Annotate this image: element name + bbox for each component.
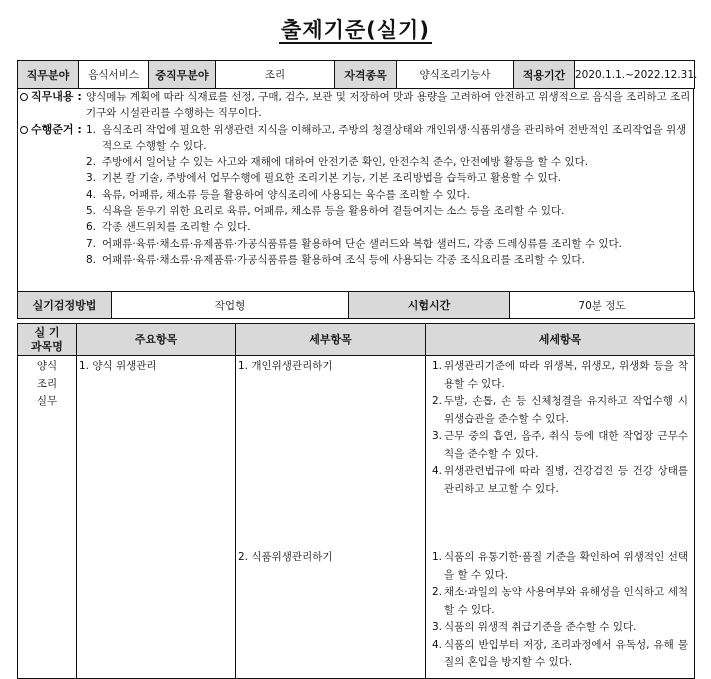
detail-item: 2. 두발, 손톱, 손 등 신체청결을 유지하고 작업수행 시 위생습관을 준수할 수 있다. — [431, 395, 688, 425]
exam-method-value: 작업형 — [112, 292, 349, 319]
criteria-item: 2. 주방에서 일어날 수 있는 사고와 재해에 대하여 안전기준 확인, 안전수칙 준수, 안전예방 활동을 할 수 있다. — [86, 156, 589, 169]
circle-bullet-icon — [20, 126, 28, 134]
circle-bullet-icon — [20, 93, 28, 101]
info-table — [17, 60, 698, 89]
criteria-item: 5. 식욕을 돋우기 위한 요리로 육류, 어패류, 채소류 등을 활용하여 곁들여지는 소스 등을 조리할 수 있다. — [86, 205, 565, 218]
subject-cell: 양식 조리 실무 — [18, 356, 77, 679]
exam-table — [17, 291, 695, 319]
sub-item-label: 1. 개인위생관리하기 — [238, 360, 333, 372]
description-block — [17, 89, 694, 291]
detail-item: 3. 식품의 위생적 취급기준을 준수할 수 있다. — [431, 621, 637, 633]
header-subject: 실 기 과목명 — [18, 324, 77, 356]
criteria-item: 4. 육류, 어패류, 채소류 등을 활용하여 양식조리에 사용되는 육수를 조리할 수 있다. — [86, 188, 470, 201]
duty-text: 양식메뉴 계획에 따라 식재료를 선정, 구매, 검수, 보관 및 저장하여 맛과 용량을 고려하여 안전하고 위생적으로 음식을 조리하고 조리기구와 시설관리를 수행하는 직무이다. — [86, 91, 691, 120]
detail-cell — [426, 356, 695, 679]
detail-group — [426, 549, 688, 672]
criteria-item: 7. 어패류·육류·채소류·유제품류·가공식품류를 활용하여 단순 샐러드와 복합 샐러드, 각종 드레싱류를 조리할 수 있다. — [86, 237, 622, 250]
criteria-item: 3. 기본 칼 기술, 주방에서 업무수행에 필요한 조리기본 기능, 기본 조리방법을 습득하고 활용할 수 있다. — [86, 172, 562, 185]
exam-time-label: 시험시간 — [349, 292, 510, 319]
criteria-list — [86, 122, 693, 269]
mid-field-label: 중직무분야 — [149, 61, 216, 89]
header-main: 주요항목 — [77, 324, 236, 356]
sub-item-label: 2. 식품위생관리하기 — [238, 551, 333, 563]
exam-time-value: 70분 정도 — [510, 292, 695, 319]
page-title: 출제기준(실기) — [281, 18, 430, 42]
header-detail: 세세항목 — [426, 324, 695, 356]
period-label: 적용기간 — [514, 61, 575, 89]
cert-value: 양식조리기능사 — [397, 61, 514, 89]
criteria-item: 6. 각종 샌드위치를 조리할 수 있다. — [86, 221, 251, 234]
exam-method-label: 실기검정방법 — [18, 292, 112, 319]
sub-item-cell — [236, 356, 426, 679]
criteria-item: 8. 어패류·육류·채소류·유제품류·가공식품류를 활용하여 조식 등에 사용되는 각종 조식요리를 조리할 수 있다. — [86, 253, 585, 266]
header-sub: 세부항목 — [236, 324, 426, 356]
detail-item: 4. 위생관련법규에 따라 질병, 건강검진 등 건강 상태를 관리하고 보고할 수 있다. — [431, 465, 688, 495]
mid-field-value: 조리 — [216, 61, 335, 89]
criteria-label: 수행준거 : — [20, 122, 82, 138]
duty-label: 직무내용 : — [20, 89, 82, 105]
detail-item: 1. 위생관리기준에 따라 위생복, 위생모, 위생화 등을 착용할 수 있다. — [431, 360, 688, 390]
detail-item: 3. 근무 중의 흡연, 음주, 취식 등에 대한 작업장 근무수칙을 준수할 수 있다. — [431, 430, 688, 460]
field-value: 음식서비스 — [79, 61, 149, 89]
duty-section — [18, 89, 693, 122]
field-label: 직무분야 — [18, 61, 79, 89]
detail-item: 2. 채소·과일의 농약 사용여부와 유해성을 인식하고 세척할 수 있다. — [431, 586, 688, 616]
detail-group — [426, 358, 688, 498]
criteria-item: 1. 음식조리 작업에 필요한 위생관련 지식을 이해하고, 주방의 청결상태와 개인위생·식품위생을 관리하여 전반적인 조리작업을 위생적으로 수행할 수 있다. — [86, 123, 687, 152]
detail-item: 1. 식품의 유통기한·품질 기준을 확인하여 위생적인 선택을 할 수 있다. — [431, 551, 688, 581]
period-value: 2020.1.1.~2022.12.31. — [575, 61, 695, 89]
syllabus-table — [17, 323, 695, 679]
main-item-cell: 1. 양식 위생관리 — [77, 356, 236, 679]
criteria-section — [18, 122, 693, 269]
cert-label: 자격종목 — [335, 61, 397, 89]
detail-item: 4. 식품의 반입부터 저장, 조리과정에서 유독성, 유해 물질의 혼입을 방지할 수 있다. — [431, 638, 688, 668]
